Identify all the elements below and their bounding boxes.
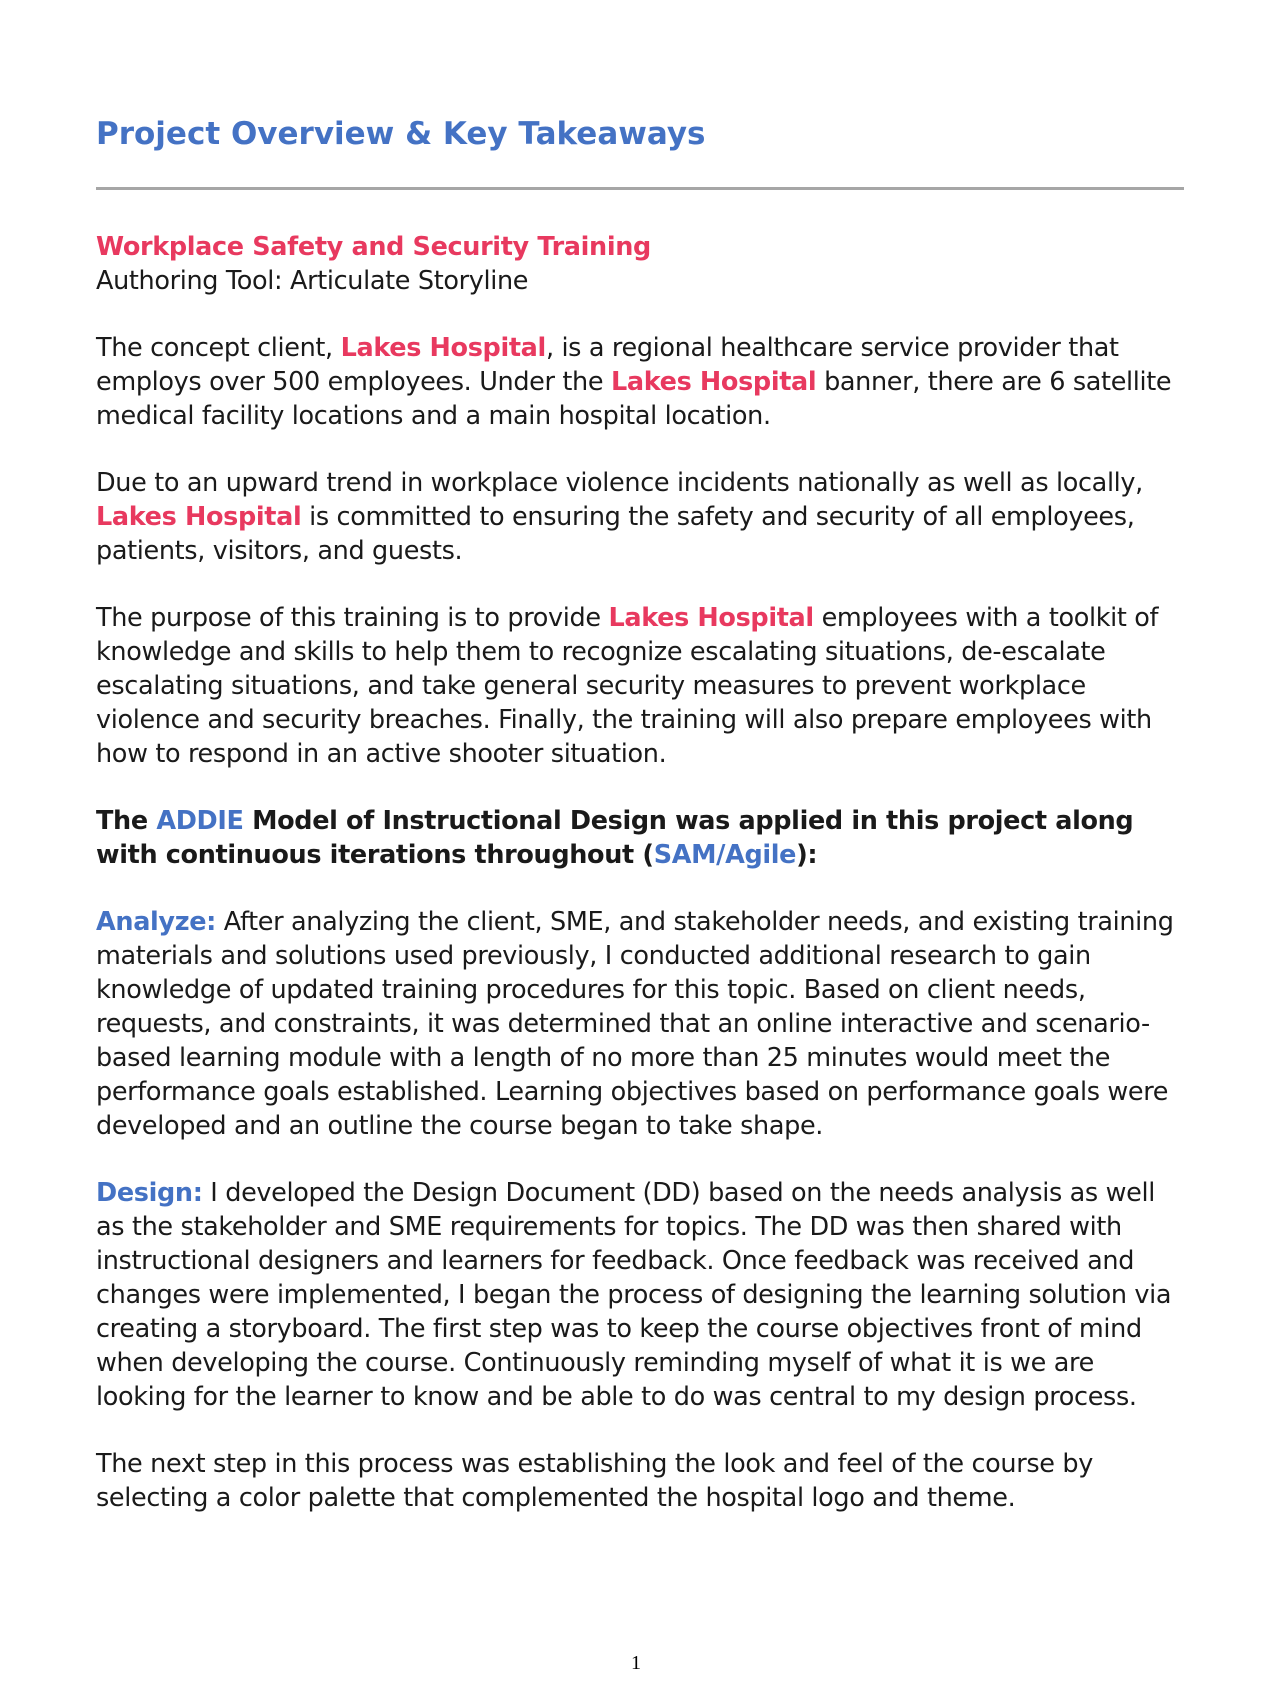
design-paragraph	[96, 1176, 1186, 1414]
sam-agile: SAM/Agile	[653, 840, 797, 870]
client-name: Lakes Hospital	[340, 333, 546, 363]
text-fragment: ):	[796, 840, 818, 870]
analyze-label: Analyze:	[96, 907, 216, 937]
text-fragment: , is a regional healthcare service provider that employs over 500 employees. Under the	[96, 333, 1119, 397]
client-name: Lakes Hospital	[608, 603, 814, 633]
analyze-text: After analyzing the client, SME, and stakeholder needs, and existing training materials and solutions used previously, I conducted additional research to gain knowledge of updated training procedures for this topic. Based on client needs, requests, and constraints, it was determined that an online interactive and scenario-based learning module with a length of no more than 25 minutes would meet the performance goals established. Learning objectives based on performance goals were developed and an outline the course began to take shape.	[96, 907, 1174, 1141]
project-info	[96, 230, 1186, 298]
text-fragment: The concept client,	[96, 333, 341, 363]
addie-model: ADDIE	[156, 806, 244, 836]
text-fragment: employees with a toolkit of knowledge and skills to help them to recognize escalating situations, de-escalate escalating situations, and take general security measures to prevent workplace violence and security breaches. Finally, the training will also prepare employees with how to respond in an active shooter situation.	[96, 603, 1159, 769]
text-fragment: is committed to ensuring the safety and security of all employees, patients, visitors, and guests.	[96, 502, 1135, 566]
title-divider	[96, 187, 1184, 190]
project-name: Workplace Safety and Security Training	[96, 232, 651, 262]
trend-paragraph	[96, 466, 1186, 568]
text-fragment: banner, there are 6 satellite medical facility locations and a main hospital location.	[96, 367, 1172, 431]
next-step-paragraph: The next step in this process was establishing the look and feel of the course by selecting a color palette that complemented the hospital logo and theme.	[96, 1449, 1093, 1513]
text-fragment: The purpose of this training is to provide	[96, 603, 609, 633]
text-fragment: Due to an upward trend in workplace violence incidents nationally as well as locally,	[96, 468, 1143, 498]
client-paragraph	[96, 331, 1186, 433]
authoring-tool-line: Authoring Tool: Articulate Storyline	[96, 266, 529, 296]
client-name: Lakes Hospital	[610, 367, 817, 397]
design-text: I developed the Design Document (DD) based on the needs analysis as well as the stakeholder and SME requirements for topics. The DD was then shared with instructional designers and learners for feedback. Once feedback was received and changes were implemented, I began the process of designing the learning solution via creating a storyboard. The first step was to keep the course objectives front of mind when developing the course. Continuously reminding myself of what it is we are looking for the learner to know and be able to do was central to my design process.	[96, 1178, 1172, 1412]
design-label: Design:	[96, 1178, 203, 1208]
analyze-paragraph	[96, 905, 1186, 1143]
page-number: 1	[631, 1652, 641, 1674]
client-name: Lakes Hospital	[96, 502, 302, 532]
page-title: Project Overview & Key Takeaways	[96, 116, 706, 152]
methodology-heading	[96, 804, 1186, 872]
text-fragment: The	[96, 806, 157, 836]
document-body	[96, 230, 1186, 1548]
purpose-paragraph	[96, 601, 1186, 771]
text-fragment: Model of Instructional Design was applied in this project along with continuous iterations throughout (	[96, 806, 1134, 870]
